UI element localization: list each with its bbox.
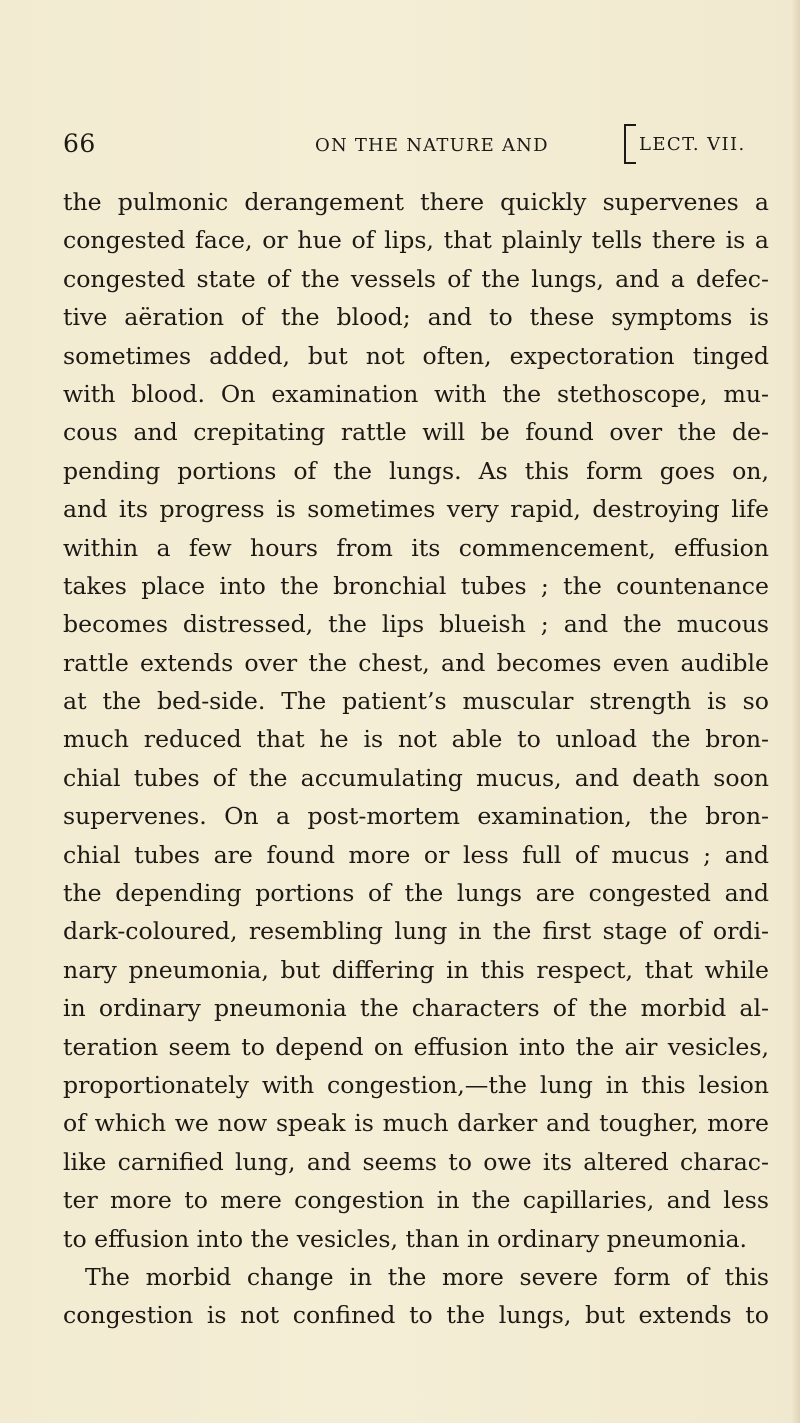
text-line: rattle extends over the chest, and becomes even audible (63, 648, 769, 677)
running-header (63, 127, 768, 169)
page-number: 66 (63, 129, 96, 158)
text-line: in ordinary pneumonia the characters of the morbid al- (63, 994, 769, 1023)
text-line: chial tubes are found more or less full of mucus ; and (63, 840, 769, 869)
text-line: much reduced that he is not able to unload the bron- (63, 725, 769, 754)
text-line: pending portions of the lungs. As this form goes on, (63, 456, 769, 485)
text-line: like carnified lung, and seems to owe its altered charac- (63, 1147, 769, 1176)
page-edge-shadow (791, 0, 800, 1423)
text-line: with blood. On examination with the stethoscope, mu- (63, 379, 769, 408)
text-line: sometimes added, but not often, expectoration tinged (63, 341, 769, 370)
text-line: tive aëration of the blood; and to these symptoms is (63, 303, 769, 332)
text-line: takes place into the bronchial tubes ; the countenance (63, 571, 769, 600)
text-line: The morbid change in the more severe form of this (85, 1262, 769, 1291)
text-line: of which we now speak is much darker and tougher, more (63, 1109, 769, 1138)
text-line: congested state of the vessels of the lungs, and a defec- (63, 264, 769, 293)
text-line: within a few hours from its commencement, effusion (63, 533, 769, 562)
text-line: to effusion into the vesicles, than in ordinary pneumonia. (63, 1224, 748, 1253)
text-line: at the bed-side. The patient’s muscular strength is so (63, 687, 769, 716)
text-line: cous and crepitating rattle will be found over the de- (63, 418, 769, 447)
text-line: supervenes. On a post-mortem examination, the bron- (63, 802, 769, 831)
body-text (63, 183, 769, 1335)
text-line: becomes distressed, the lips blueish ; and the mucous (63, 610, 769, 639)
header-title: ON THE NATURE AND (315, 135, 549, 156)
text-line: congestion is not confined to the lungs, but extends to (63, 1301, 769, 1330)
text-line: chial tubes of the accumulating mucus, and death soon (63, 763, 769, 792)
text-line: congested face, or hue of lips, that plainly tells there is a (63, 226, 769, 255)
text-line: dark-coloured, resembling lung in the first stage of ordi- (63, 917, 769, 946)
text-line: ter more to mere congestion in the capillaries, and less (63, 1186, 769, 1215)
lecture-label: LECT. VII. (639, 134, 746, 155)
text-line: the depending portions of the lungs are congested and (63, 879, 769, 908)
text-line: proportionately with congestion,—the lung in this lesion (63, 1070, 769, 1099)
text-line: nary pneumonia, but differing in this respect, that while (63, 955, 769, 984)
lecture-bracket (624, 124, 636, 164)
text-line: and its progress is sometimes very rapid, destroying life (63, 495, 769, 524)
text-line: the pulmonic derangement there quickly supervenes a (63, 188, 769, 216)
text-line: teration seem to depend on effusion into the air vesicles, (63, 1032, 769, 1061)
